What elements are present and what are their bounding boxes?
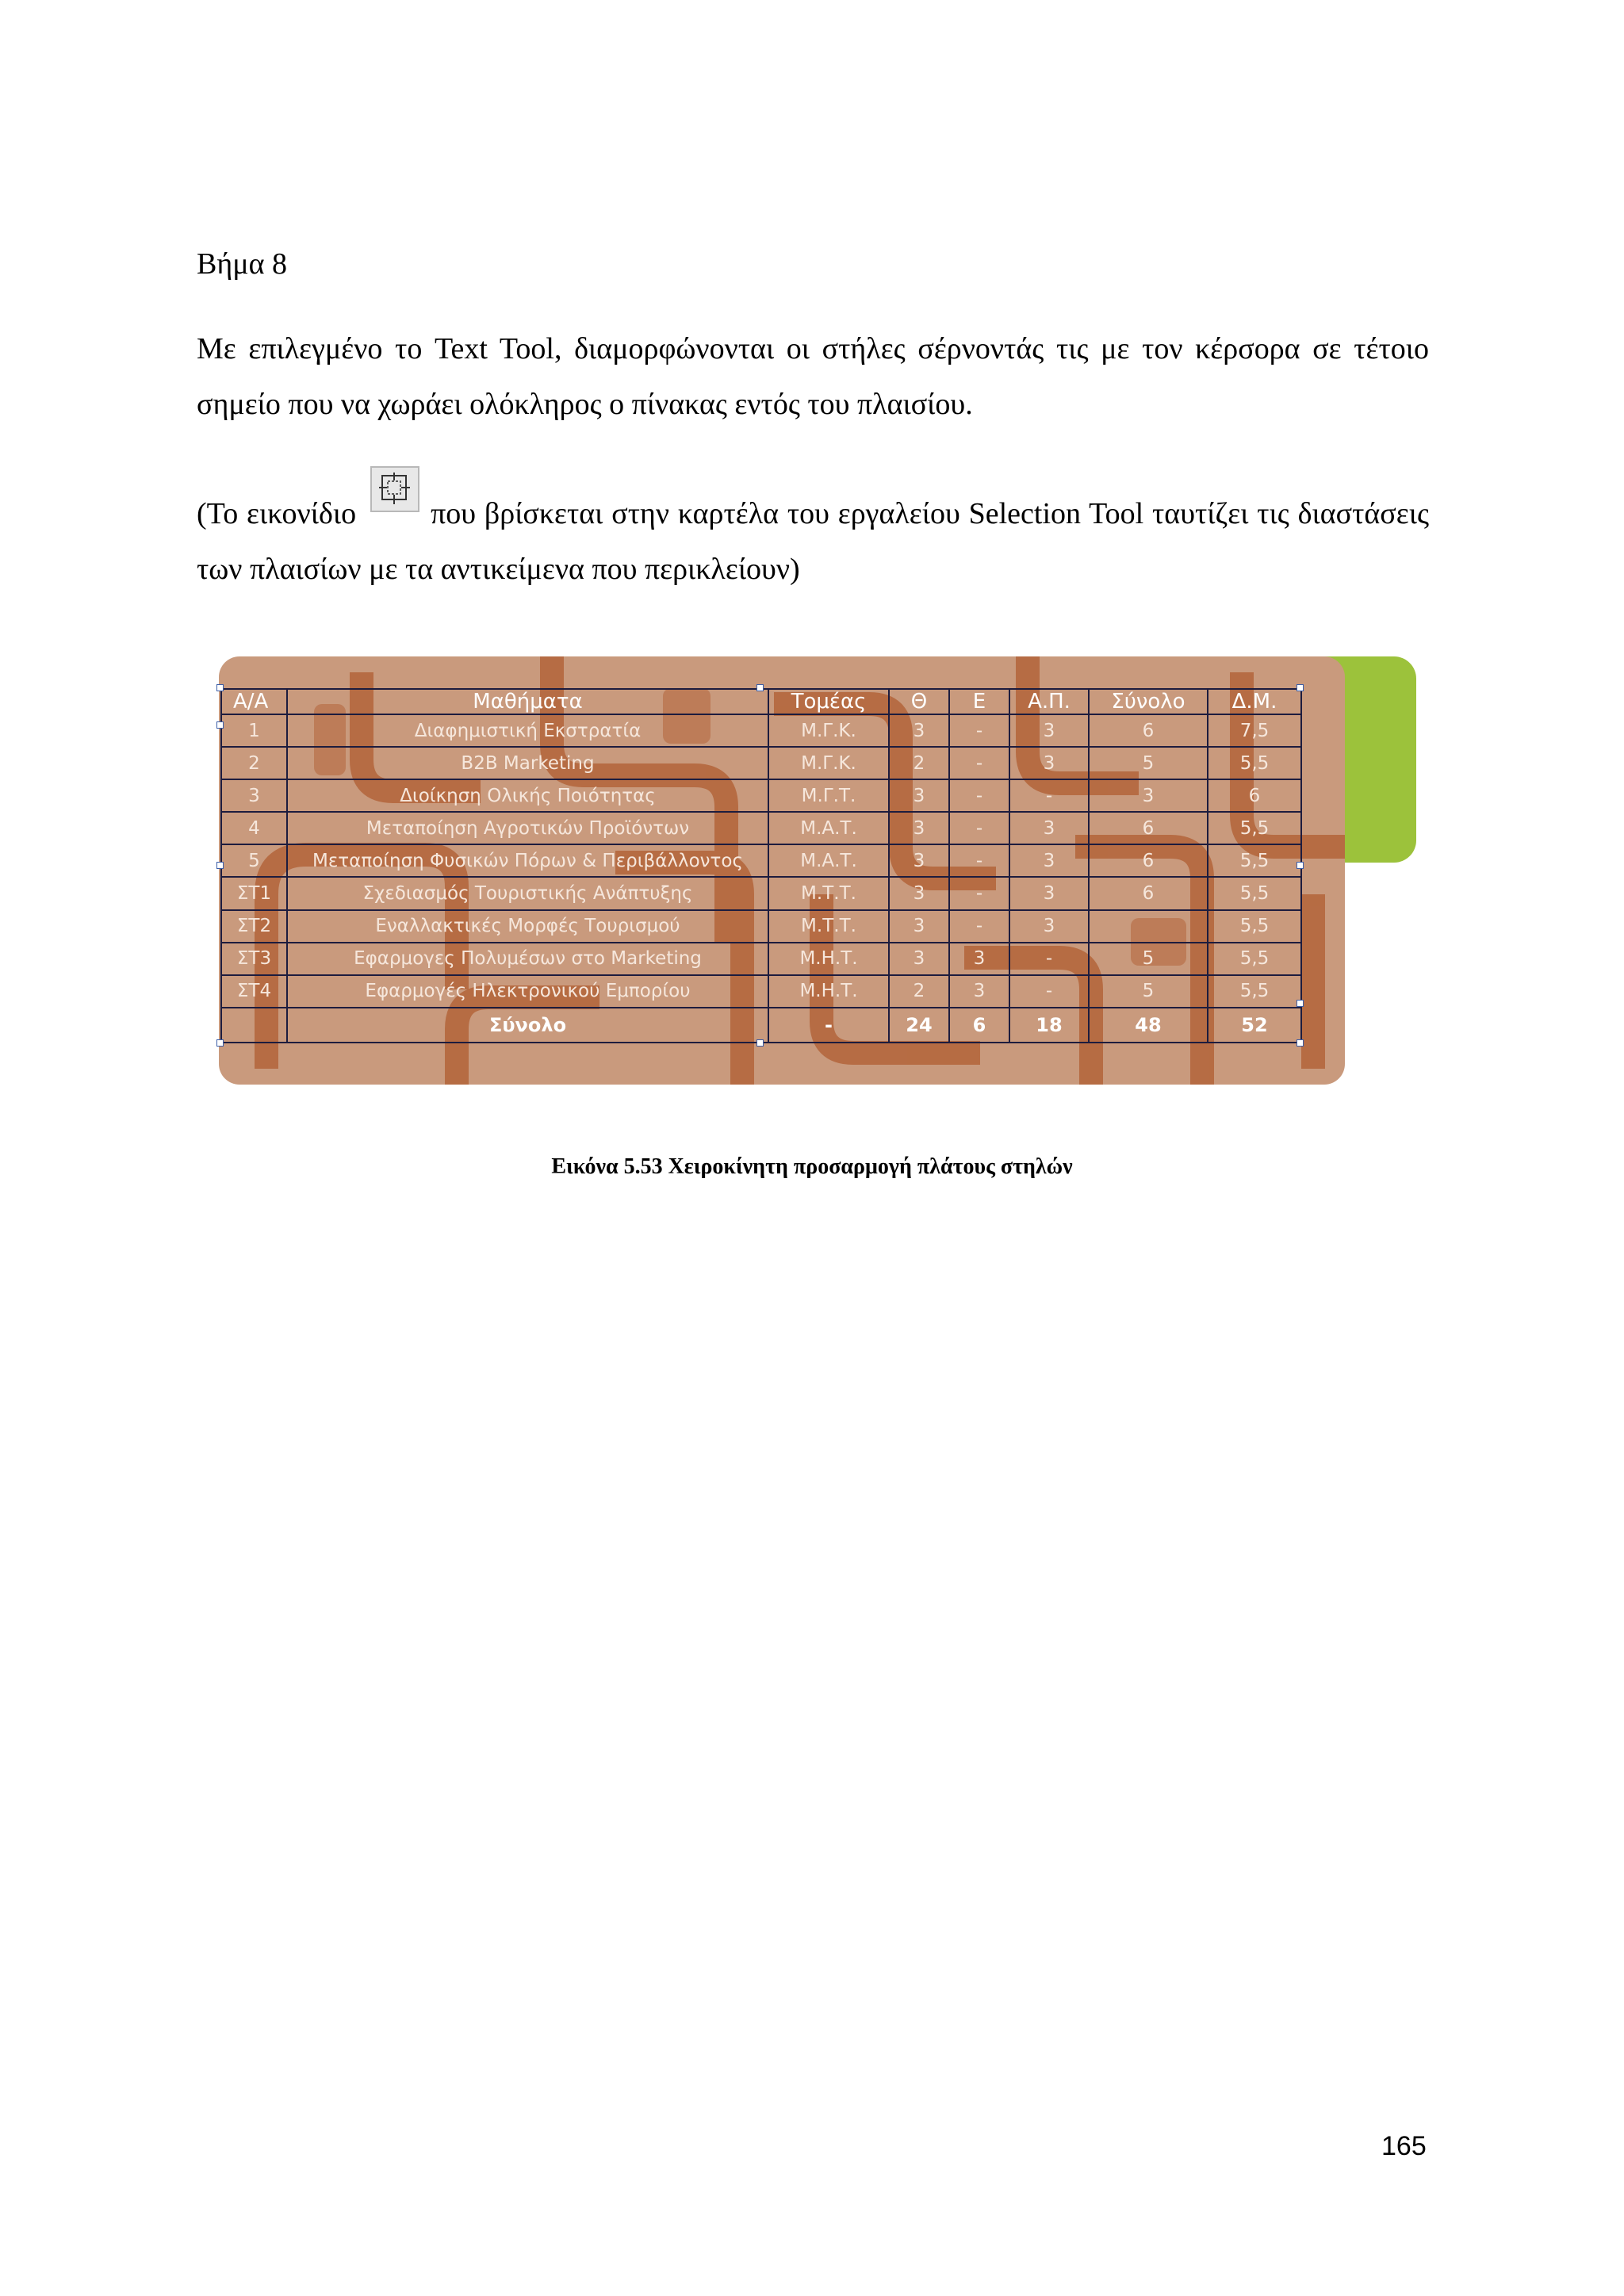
step-title: Βήμα 8: [197, 247, 287, 281]
total-cell-lab: 6: [949, 1008, 1009, 1043]
cell-course: Μεταποίηση Φυσικών Πόρων & Περιβάλλοντος: [287, 844, 768, 877]
figure-table-screenshot: [219, 656, 1416, 1085]
total-cell-label: Σύνολο: [287, 1008, 768, 1043]
cell-aa: ΣΤ1: [221, 877, 287, 909]
cell-lab: 3: [949, 975, 1009, 1008]
cell-total: 6: [1089, 812, 1208, 844]
frame-handle-bottom-right[interactable]: [1297, 1039, 1304, 1047]
table-row: [221, 910, 1301, 943]
header-ap: Α.Π.: [1009, 689, 1089, 714]
page-number: 165: [1381, 2131, 1427, 2161]
cell-sector: Μ.Τ.Τ.: [768, 910, 889, 943]
frame-handle-right-lower[interactable]: [1297, 1000, 1304, 1007]
total-cell-sector: -: [768, 1008, 889, 1043]
cell-theory: 2: [889, 975, 949, 1008]
cell-dm: 6: [1208, 779, 1301, 812]
cell-aa: 3: [221, 779, 287, 812]
cell-sector: Μ.Α.Τ.: [768, 812, 889, 844]
table-total-row: [221, 1008, 1301, 1043]
figure-caption: Εικόνα 5.53 Χειροκίνητη προσαρμογή πλάτους στηλών: [551, 1154, 1073, 1179]
cell-theory: 3: [889, 812, 949, 844]
cell-aa: 1: [221, 714, 287, 747]
cell-theory: 3: [889, 943, 949, 975]
cell-aa: 4: [221, 812, 287, 844]
cell-total: 5: [1089, 747, 1208, 779]
cell-ap: 3: [1009, 844, 1089, 877]
frame-handle-bottom-left[interactable]: [216, 1039, 224, 1047]
table-row: [221, 877, 1301, 909]
table-row: [221, 714, 1301, 747]
cell-course: Διοίκηση Ολικής Ποιότητας: [287, 779, 768, 812]
frame-handle-left-upper[interactable]: [216, 721, 224, 729]
header-courses: Μαθήματα: [287, 689, 768, 714]
cell-aa: 5: [221, 844, 287, 877]
cell-ap: -: [1009, 779, 1089, 812]
cell-total: 5: [1089, 975, 1208, 1008]
cell-course: Εφαρμογές Ηλεκτρονικού Εμπορίου: [287, 975, 768, 1008]
cell-dm: 5,5: [1208, 975, 1301, 1008]
cell-dm: 5,5: [1208, 910, 1301, 943]
total-cell-theory: 24: [889, 1008, 949, 1043]
cell-lab: 3: [949, 943, 1009, 975]
frame-handle-top-middle[interactable]: [756, 684, 764, 691]
cell-ap: 3: [1009, 747, 1089, 779]
frame-handle-top-right[interactable]: [1297, 684, 1304, 691]
cell-total: [1089, 910, 1208, 943]
cell-total: 5: [1089, 943, 1208, 975]
cell-total: 3: [1089, 779, 1208, 812]
cell-theory: 3: [889, 844, 949, 877]
cell-lab: -: [949, 844, 1009, 877]
frame-handle-bottom-middle[interactable]: [756, 1039, 764, 1047]
cell-theory: 2: [889, 747, 949, 779]
frame-handle-middle-left[interactable]: [216, 862, 224, 869]
header-dm: Δ.Μ.: [1208, 689, 1301, 714]
cell-ap: -: [1009, 975, 1089, 1008]
cell-dm: 5,5: [1208, 844, 1301, 877]
cell-course: Σχεδιασμός Τουριστικής Ανάπτυξης: [287, 877, 768, 909]
table-header-row: [221, 689, 1301, 714]
table-row: [221, 844, 1301, 877]
cell-total: 6: [1089, 714, 1208, 747]
cell-sector: Μ.Γ.Κ.: [768, 747, 889, 779]
cell-lab: -: [949, 877, 1009, 909]
table-row: [221, 779, 1301, 812]
course-table-frame[interactable]: [220, 688, 1300, 1043]
cell-total: 6: [1089, 877, 1208, 909]
cell-lab: -: [949, 779, 1009, 812]
frame-handle-top-left[interactable]: [216, 684, 224, 691]
cell-theory: 3: [889, 877, 949, 909]
cell-sector: Μ.Η.Τ.: [768, 975, 889, 1008]
paragraph2-after: που βρίσκεται στην καρτέλα του εργαλείου Selection Tool ταυτίζει τις διαστάσεις των πλαισίων με τα αντικείμενα που περικλείουν): [197, 497, 1429, 586]
table-row: [221, 943, 1301, 975]
course-table[interactable]: [220, 688, 1302, 1043]
cell-course: Μεταποίηση Αγροτικών Προϊόντων: [287, 812, 768, 844]
cell-theory: 3: [889, 779, 949, 812]
cell-dm: 5,5: [1208, 747, 1301, 779]
cell-dm: 5,5: [1208, 877, 1301, 909]
cell-theory: 3: [889, 910, 949, 943]
cell-course: Εφαρμογες Πολυμέσων στο Marketing: [287, 943, 768, 975]
header-theory: Θ: [889, 689, 949, 714]
total-cell-total: 48: [1089, 1008, 1208, 1043]
cell-sector: Μ.Τ.Τ.: [768, 877, 889, 909]
cell-aa: ΣΤ3: [221, 943, 287, 975]
cell-dm: 5,5: [1208, 943, 1301, 975]
total-cell-ap: 18: [1009, 1008, 1089, 1043]
paragraph2-before: (Το εικονίδιο: [197, 497, 357, 530]
cell-ap: 3: [1009, 910, 1089, 943]
cell-sector: Μ.Η.Τ.: [768, 943, 889, 975]
header-lab: Ε: [949, 689, 1009, 714]
cell-aa: 2: [221, 747, 287, 779]
cell-aa: ΣΤ2: [221, 910, 287, 943]
cell-ap: 3: [1009, 812, 1089, 844]
cell-sector: Μ.Α.Τ.: [768, 844, 889, 877]
cell-lab: -: [949, 910, 1009, 943]
cell-dm: 5,5: [1208, 812, 1301, 844]
total-cell-aa: [221, 1008, 287, 1043]
cell-sector: Μ.Γ.Κ.: [768, 714, 889, 747]
cell-theory: 3: [889, 714, 949, 747]
cell-course: Εναλλακτικές Μορφές Τουρισμού: [287, 910, 768, 943]
fit-frame-to-content-icon: [370, 466, 419, 512]
header-aa: Α/Α: [221, 689, 287, 714]
cell-ap: 3: [1009, 714, 1089, 747]
cell-aa: ΣΤ4: [221, 975, 287, 1008]
paragraph-selection-tool: [197, 480, 1429, 597]
header-sector: Τομέας: [768, 689, 889, 714]
paragraph-text-tool: Με επιλεγμένο το Text Tool, διαμορφώνονται οι στήλες σέρνοντάς τις με τον κέρσορα σε τέτοιο σημείο που να χωράει ολόκληρος ο πίνακας εντός του πλαισίου.: [197, 332, 1429, 421]
frame-handle-middle-right[interactable]: [1297, 862, 1304, 869]
cell-lab: -: [949, 812, 1009, 844]
header-total: Σύνολο: [1089, 689, 1208, 714]
cell-sector: Μ.Γ.Τ.: [768, 779, 889, 812]
table-row: [221, 812, 1301, 844]
cell-ap: -: [1009, 943, 1089, 975]
cell-course: Διαφημιστική Εκστρατία: [287, 714, 768, 747]
cell-lab: -: [949, 747, 1009, 779]
total-cell-dm: 52: [1208, 1008, 1301, 1043]
cell-ap: 3: [1009, 877, 1089, 909]
cell-dm: 7,5: [1208, 714, 1301, 747]
cell-total: 6: [1089, 844, 1208, 877]
table-row: [221, 975, 1301, 1008]
table-row: [221, 747, 1301, 779]
cell-course: B2B Marketing: [287, 747, 768, 779]
cell-lab: -: [949, 714, 1009, 747]
